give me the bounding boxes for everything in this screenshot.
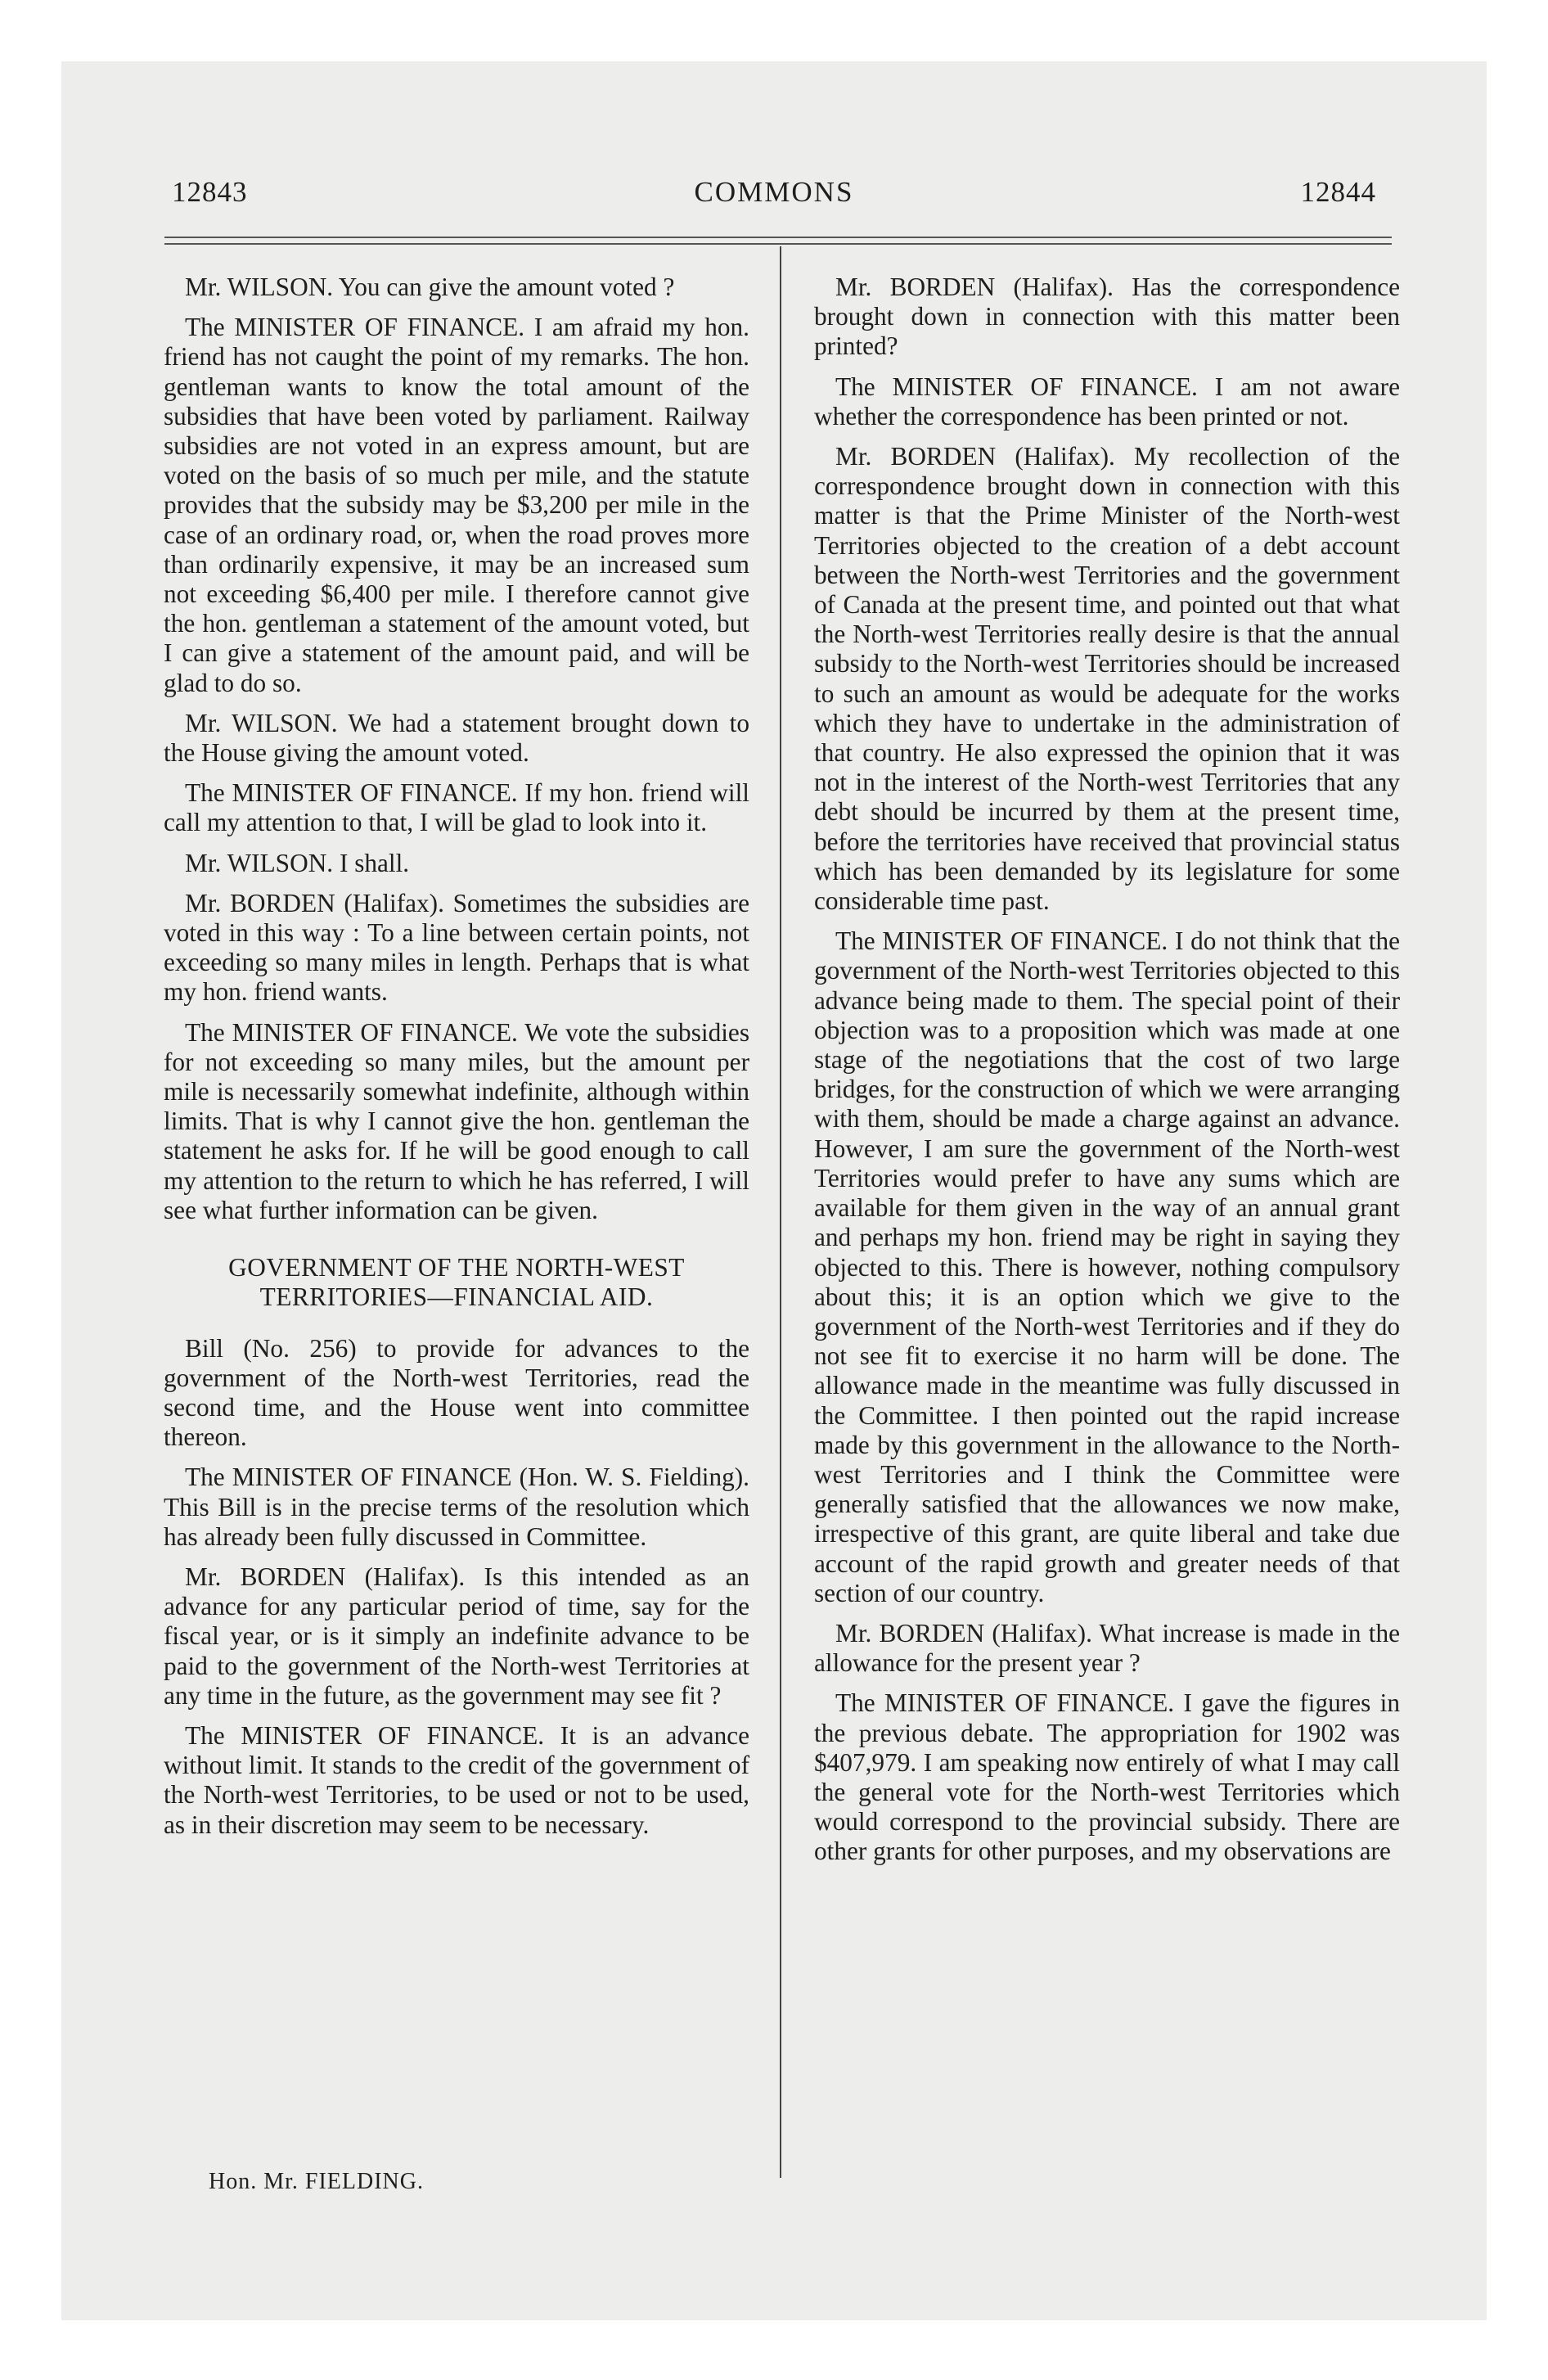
- page-title: COMMONS: [694, 176, 854, 208]
- paragraph: The MINISTER OF FINANCE. We vote the subsidies for not exceeding so many miles, but the amount per mile is necessarily somewhat indefinite, although within limits. That is why I cannot give the hon. gentleman the statement he asks for. If he will be good enough to call my attention to the return to which he has referred, I will see what further information can be given.: [164, 1017, 749, 1224]
- header-rule-bottom: [164, 243, 1392, 245]
- page-number-right: 12844: [1300, 176, 1376, 208]
- paragraph: The MINISTER OF FINANCE. I am afraid my hon. friend has not caught the point of my remarks. The hon. gentleman wants to know the total amount of the subsidies that have been voted by parliament. Railway subsidies are not voted in an express amount, but are voted on the basis of so much per mile, and the statute provides that the subsidy may be $3,200 per mile in the case of an ordinary road, or, when the road proves more than ordinarily expensive, it may be an increased sum not exceeding $6,400 per mile. I therefore cannot give the hon. gentleman a statement of the amount voted, but I can give a statement of the amount paid, and will be glad to do so.: [164, 313, 749, 697]
- column-divider: [780, 246, 781, 2178]
- paragraph: Mr. BORDEN (Halifax). What increase is made in the allowance for the present year ?: [814, 1618, 1400, 1678]
- page-header: [61, 176, 1487, 225]
- paragraph: The MINISTER OF FINANCE (Hon. W. S. Fielding). This Bill is in the precise terms of the resolution which has already been fully discussed in Committee.: [164, 1463, 749, 1551]
- paragraph: The MINISTER OF FINANCE. It is an advance without limit. It stands to the credit of the government of the North-west Territories, to be used or not to be used, as in their discretion may seem to be necessary.: [164, 1720, 749, 1839]
- paragraph: Mr. WILSON. You can give the amount voted ?: [185, 273, 675, 301]
- left-column: [164, 273, 749, 1850]
- paragraph: The MINISTER OF FINANCE. I do not think that the government of the North-west Territories objected to this advance being made to them. The special point of their objection was to a proposition which was made at one stage of the negotiations that the cost of two large bridges, for the construction of which we were arranging with them, should be made a charge against an advance. However, I am sure the government of the North-west Territories would prefer to have any sums which are available for them given in the way of an annual grant and perhaps my hon. friend may be right in saying they objected to this. There is however, nothing compulsory about this; it is an option which we give to the government of the North-west Territories and if they do not see fit to exercise it no harm will be done. The allowance made in the meantime was fully discussed in the Committee. I then pointed out the rapid increase made by this government in the allowance to the North-west Territories and I think the Committee were generally satisfied that the allowances we now make, irrespective of this grant, are quite liberal and take due account of the rapid growth and greater needs of that section of our country.: [814, 926, 1400, 1607]
- paragraph: Mr. WILSON. We had a statement brought down to the House giving the amount voted.: [164, 708, 749, 768]
- section-heading: GOVERNMENT OF THE NORTH-WEST TERRITORIES—FINANCIAL AID.: [228, 1253, 685, 1312]
- paragraph: Mr. BORDEN (Halifax). Is this intended as an advance for any particular period of time, say for the fiscal year, or is it simply an indefinite advance to be paid to the government of the North-west Territories at any time in the future, as the government may see fit ?: [164, 1562, 749, 1710]
- paragraph: Mr. BORDEN (Halifax). Sometimes the subsidies are voted in this way : To a line between certain points, not exceeding so many miles in length. Perhaps that is what my hon. friend wants.: [164, 888, 749, 1007]
- paragraph: The MINISTER OF FINANCE. If my hon. friend will call my attention to that, I will be glad to look into it.: [164, 778, 749, 837]
- page: [61, 61, 1487, 2320]
- paragraph: Bill (No. 256) to provide for advances to the government of the North-west Territories, read the second time, and the House went into committee thereon.: [164, 1333, 749, 1452]
- paragraph: Mr. WILSON. I shall.: [185, 848, 410, 877]
- paragraph: The MINISTER OF FINANCE. I am not aware whether the correspondence has been printed or not.: [814, 372, 1400, 430]
- right-column: [814, 273, 1400, 1877]
- paragraph: Mr. BORDEN (Halifax). My recollection of the correspondence brought down in connection with this matter is that the Prime Minister of the North-west Territories objected to the creation of a debt account between the North-west Territories and the government of Canada at the present time, and pointed out that what the North-west Territories really desire is that the annual subsidy to the North-west Territories should be increased to such an amount as would be adequate for the works which they have to undertake in the administration of that country. He also expressed the opinion that it was not in the interest of the North-west Territories that any debt should be incurred by them at the present time, before the territories have received that provincial status which has been demanded by its legislature for some considerable time past.: [814, 442, 1400, 916]
- page-footer: Hon. Mr. FIELDING.: [209, 2169, 424, 2194]
- paragraph: The MINISTER OF FINANCE. I gave the figures in the previous debate. The appropriation for 1902 was $407,979. I am speaking now entirely of what I may call the general vote for the North-west Territories which would correspond to the provincial subsidy. There are other grants for other purposes, and my observations are: [814, 1688, 1400, 1866]
- page-number-left: 12843: [172, 176, 248, 208]
- paragraph: Mr. BORDEN (Halifax). Has the correspondence brought down in connection with this matter been printed?: [814, 273, 1400, 361]
- header-rule-top: [164, 237, 1392, 238]
